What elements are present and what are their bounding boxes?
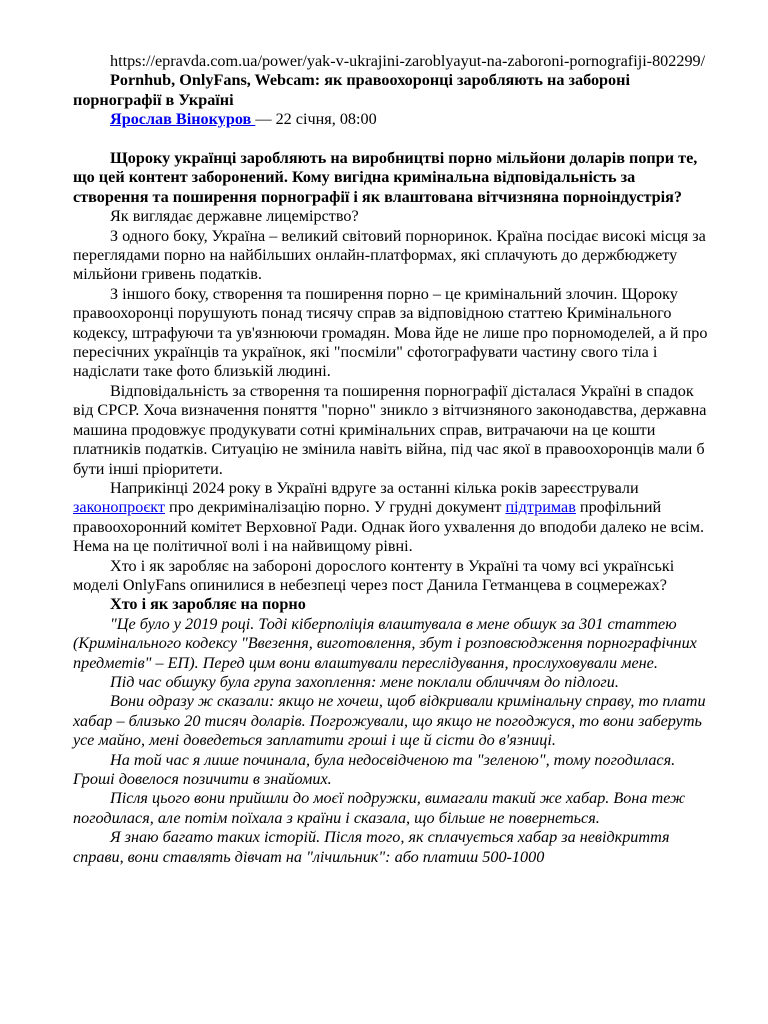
author-link[interactable]: Ярослав Вінокуров bbox=[110, 110, 256, 129]
paragraph-text: профільний правоохоронний комітет Верховної Ради. Однак його ухвалення до вподоби далеко не всім. Нема на це політичної волі і на найвищому рівні. bbox=[73, 498, 705, 556]
source-url: https://epravda.com.ua/power/yak-v-ukrajini-zaroblyayut-na-zaboroni-pornografiji-802299/ bbox=[110, 52, 706, 70]
paragraph: Хто і як заробляє на забороні дорослого контенту в Україні та чому всі українські моделі OnlyFans опинилися в небезпеці через пост Данила Гетманцева в соцмережах? bbox=[73, 556, 675, 594]
publish-date: — 22 січня, 08:00 bbox=[255, 110, 377, 129]
byline bbox=[73, 110, 708, 129]
quote-paragraph: На той час я лише починала, була недосвідченою та "зеленою", тому погодилася. Гроші довелося позичити в знайомих. bbox=[73, 750, 676, 789]
paragraph-with-links bbox=[73, 479, 708, 557]
quote-paragraph: Я знаю багато таких історій. Після того, як сплачується хабар за невідкриття справи, вони ставлять дівчат на "лічильник": або платиш 500-1000 bbox=[73, 828, 670, 866]
quote-paragraph: Після цього вони прийшли до моєї подружки, вимагали такий же хабар. Вона теж погодилася, але потім поїхала з країни і сказала, що більше не повернеться. bbox=[73, 789, 686, 827]
paragraph: З іншого боку, створення та поширення порно – це кримінальний злочин. Щороку правоохоронці порушують понад тисячу справ за відповідною статтею Кримінального кодексу, штрафуючи та ув'язнюючи громадян. Мова йде не лише про порномоделей, а й про пересічних українців та українок, які "посміли" сфотографувати частину свого тіла і надіслати таке фото близькій людині. bbox=[73, 284, 708, 381]
article-lead: Щороку українці заробляють на виробництві порно мільйони доларів попри те, що цей контент заборонений. Кому вигідна кримінальна відповідальність за створення та поширення порнографії і як влаштована вітчизняна порноіндустрія? bbox=[73, 149, 698, 206]
spacer bbox=[73, 130, 708, 149]
paragraph: Як виглядає державне лицемірство? bbox=[110, 207, 359, 226]
article-title: Pornhub, OnlyFans, Webcam: як правоохоронці заробляють на забороні порнографії в Україні bbox=[73, 71, 630, 109]
paragraph-text: про декриміналізацію порно. У грудні документ bbox=[165, 498, 506, 517]
supported-link[interactable]: підтримав bbox=[505, 498, 576, 517]
paragraph: Відповідальність за створення та поширення порнографії дісталася Україні в спадок від СРСР. Хоча визначення поняття "порно" зникло з вітчизняного законодавства, державна машина продовжує продукувати сотні кримінальних справ, витрачаючи на це кошти платників податків. Ситуацію не змінила навіть війна, під час якої в правоохоронців мали б бути інші пріоритети. bbox=[73, 381, 707, 478]
section-heading: Хто і як заробляє на порно bbox=[110, 595, 306, 614]
paragraph: З одного боку, Україна – великий світовий порноринок. Країна посідає високі місця за переглядами порно на найбільших онлайн-платформах, які сплачують до держбюджету мільйони гривень податків. bbox=[73, 226, 706, 284]
quote-paragraph: "Це було у 2019 році. Тоді кіберполіція влаштувала в мене обшук за 301 статтею (Кримінального кодексу "Ввезення, виготовлення, збут і розповсюдження порнографічних предметів" – ЕП). Перед цим вони влаштували переслідування, прослуховували мене. bbox=[73, 614, 697, 672]
paragraph-text: Наприкінці 2024 року в Україні вдруге за останні кілька років зареєстрували bbox=[110, 478, 639, 497]
quote-paragraph: Під час обшуку була група захоплення: мене поклали обличчям до підлоги. bbox=[110, 672, 619, 691]
bill-link[interactable]: законопроєкт bbox=[73, 498, 165, 517]
quote-paragraph: Вони одразу ж сказали: якщо не хочеш, щоб відкривали кримінальну справу, то плати хабар – близько 20 тисяч доларів. Погрожували, що якщо не погоджуся, то вони заберуть усе майно, мені доведеться заплатити гроші і ще й сісти до в'язниці. bbox=[73, 692, 706, 750]
